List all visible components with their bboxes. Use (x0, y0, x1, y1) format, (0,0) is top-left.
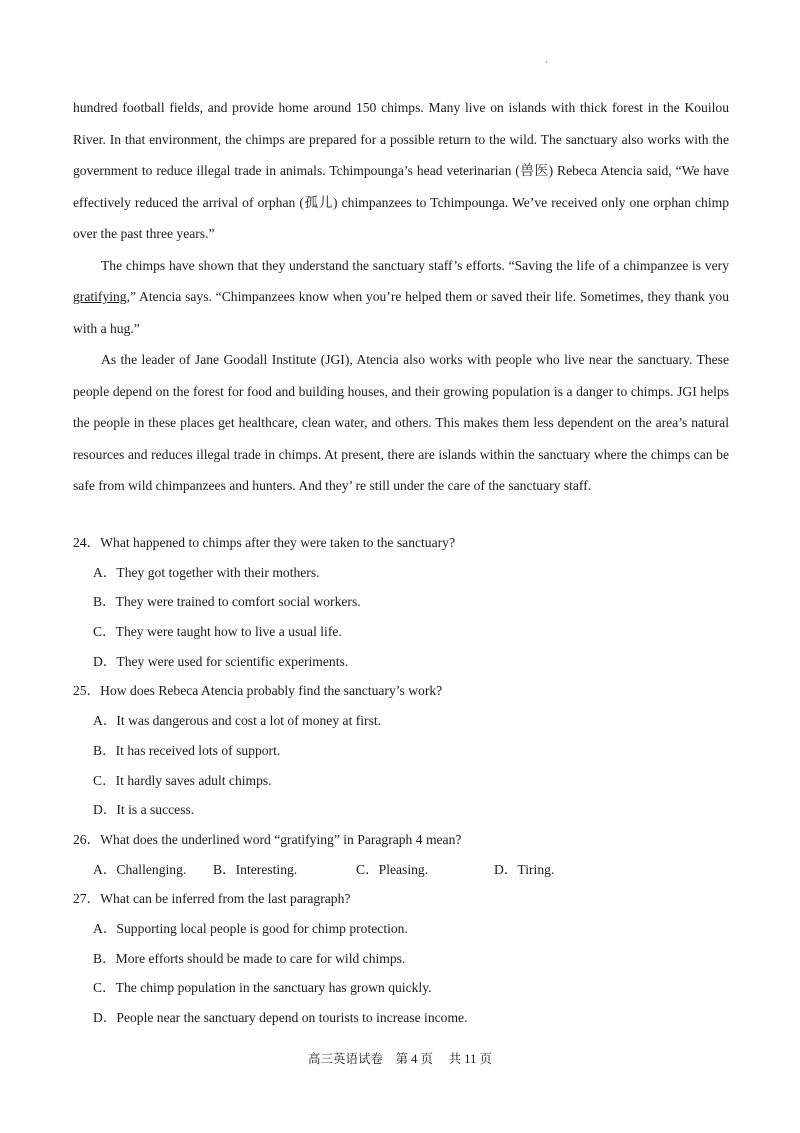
paragraph-2-end: ,” Atencia says. “Chimpanzees know when you’re helped them or saved their life. Sometimes, they thank you with a hug.” (73, 289, 729, 336)
option-c: C．They were taught how to live a usual life. (93, 624, 342, 640)
option-b: B．Interesting. (213, 861, 298, 877)
question-stem: 27．What can be inferred from the last paragraph? (73, 891, 351, 907)
option-d: D．People near the sanctuary depend on tourists to increase income. (93, 1010, 468, 1025)
option-row (73, 855, 733, 885)
option-b: B．More efforts should be made to care for wild chimps. (93, 950, 406, 966)
question-27 (73, 884, 733, 1032)
stray-mark: ` (545, 60, 548, 70)
option-a: A．Challenging. (93, 861, 187, 877)
option-a: A．It was dangerous and cost a lot of money at first. (93, 713, 382, 729)
option-d: D．It is a success. (93, 802, 195, 818)
option-b: B．They were trained to comfort social workers. (93, 594, 361, 610)
question-24 (73, 528, 733, 676)
option-d: D．They were used for scientific experiments. (93, 653, 349, 669)
option-c: C．Pleasing. (356, 861, 429, 877)
reading-passage (73, 92, 729, 502)
question-list (73, 528, 733, 1033)
question-stem: 26．What does the underlined word “gratifying” in Paragraph 4 mean? (73, 831, 462, 847)
page-footer: 高三英语试卷 第 4 页 共 11 页 (308, 1052, 492, 1066)
option-c: C．It hardly saves adult chimps. (93, 772, 272, 788)
option-a: A．They got together with their mothers. (93, 564, 320, 580)
option-d: D．Tiring. (494, 861, 555, 877)
option-a: A．Supporting local people is good for chimp protection. (93, 920, 408, 936)
paragraph-2 (73, 250, 729, 345)
option-c: C．The chimp population in the sanctuary has grown quickly. (93, 980, 432, 996)
paragraph-1: hundred football fields, and provide home around 150 chimps. Many live on islands with thick forest in the Kouilou River. In that environment, the chimps are prepared for a possible return to the wild. The sanctuary also works with the government to reduce illegal trade in animals. Tchimpounga’s head veterinarian (兽医) Rebeca Atencia said, “We have effectively reduced the arrival of orphan (孤儿) chimpanzees to Tchimpounga. We’ve received only one orphan chimp over the past three years.” (73, 100, 729, 241)
paragraph-2-start: The chimps have shown that they understand the sanctuary staff’s efforts. “Saving the life of a chimpanzee is very (101, 257, 729, 273)
question-26 (73, 825, 733, 884)
question-stem: 25．How does Rebeca Atencia probably find the sanctuary’s work? (73, 683, 443, 699)
underlined-word: gratifying (73, 289, 127, 304)
paragraph-3: As the leader of Jane Goodall Institute (JGI), Atencia also works with people who live near the sanctuary. These people depend on the forest for food and building houses, and their growing population is a danger to chimps. JGI helps the people in these places get healthcare, clean water, and others. This makes them less dependent on the area’s natural resources and reduces illegal trade in chimps. At present, there are islands within the sanctuary where the chimps can be safe from wild chimpanzees and hunters. And they’ re still under the care of the sanctuary staff. (73, 352, 729, 493)
option-b: B．It has received lots of support. (93, 742, 281, 758)
question-stem: 24．What happened to chimps after they were taken to the sanctuary? (73, 535, 455, 550)
question-25 (73, 676, 733, 824)
